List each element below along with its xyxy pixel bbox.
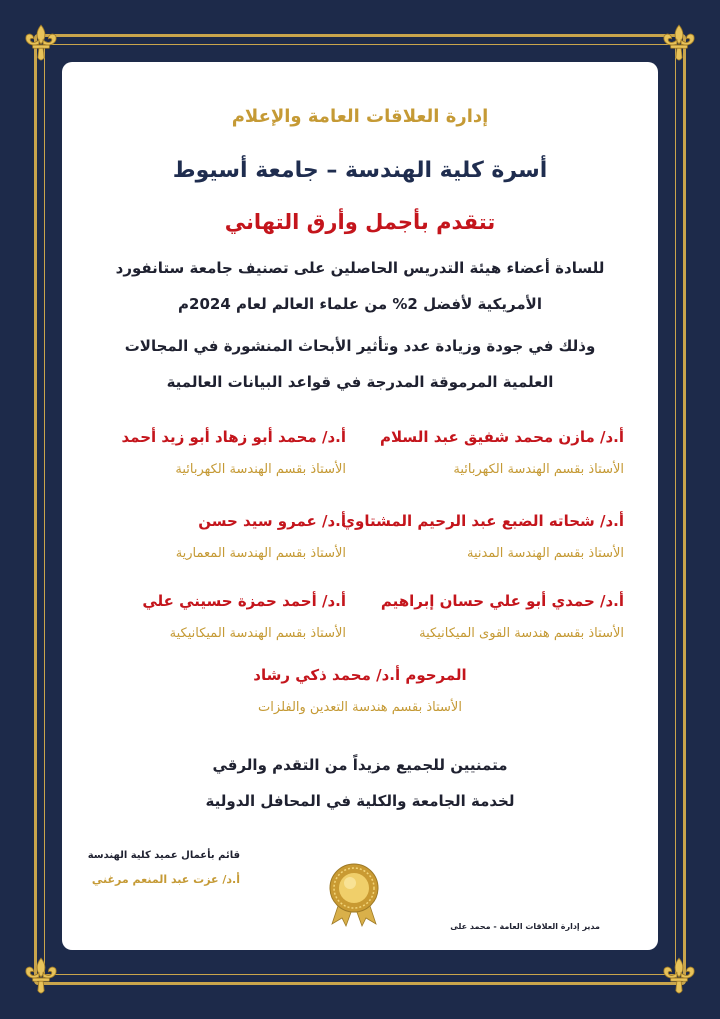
body-line: للسادة أعضاء هيئة التدريس الحاصلين على تصنيف جامعة ستانفورد	[115, 259, 605, 277]
congratulations-heading: تتقدم بأجمل وأرق التهاني	[224, 210, 496, 234]
fleur-de-lis-icon	[20, 22, 62, 64]
professor-entry	[341, 512, 624, 561]
certificate-page	[62, 62, 658, 950]
body-line: الأمريكية لأفضل 2% من علماء العالم لعام 2024م	[178, 295, 542, 313]
professor-title: الأستاذ بقسم الهندسة الميكانيكية	[169, 626, 346, 641]
professor-name: أ.د/ مازن محمد شفيق عبد السلام	[380, 428, 624, 446]
closing-line: متمنيين للجميع مزيداً من التقدم والرقي	[212, 756, 508, 774]
professor-title: الأستاذ بقسم الهندسة الكهربائية	[453, 462, 624, 477]
fleur-de-lis-icon	[658, 955, 700, 997]
professor-name: أ.د/ شحاته الضبع عبد الرحيم المشتاوي	[341, 512, 624, 530]
pr-manager-signature: مدير إدارة العلاقات العامة - محمد على	[450, 922, 600, 931]
dean-role: قائم بأعمال عميد كلية الهندسة	[87, 850, 240, 861]
professor-name: المرحوم أ.د/ محمد ذكي رشاد	[253, 666, 467, 684]
fleur-de-lis-icon	[20, 955, 62, 997]
dean-name: أ.د/ عزت عبد المنعم مرغني	[91, 873, 240, 886]
professor-entry	[374, 592, 624, 641]
faculty-title: أسرة كلية الهندسة – جامعة أسيوط	[172, 158, 548, 183]
department-heading: إدارة العلاقات العامة والإعلام	[231, 106, 489, 127]
professor-entry	[96, 512, 346, 561]
professor-name: أ.د/ حمدي أبو علي حسان إبراهيم	[380, 592, 624, 610]
professor-title: الأستاذ بقسم الهندسة المدنية	[466, 546, 624, 561]
professor-name: أ.د/ محمد أبو زهاد أبو زيد أحمد	[121, 428, 346, 446]
fleur-de-lis-icon	[658, 22, 700, 64]
professor-title: الأستاذ بقسم الهندسة الكهربائية	[175, 462, 346, 477]
professor-entry	[96, 592, 346, 641]
body-line: وذلك في جودة وزيادة عدد وتأثير الأبحاث المنشورة في المجالات	[124, 337, 596, 355]
professor-entry	[374, 428, 624, 477]
professor-name: أ.د/ عمرو سيد حسن	[198, 512, 346, 530]
gold-medal-icon	[324, 860, 384, 928]
dean-signature	[88, 850, 240, 886]
professor-entry	[160, 666, 560, 715]
professor-name: أ.د/ أحمد حمزة حسيني علي	[142, 592, 346, 610]
professor-title: الأستاذ بقسم الهندسة المعمارية	[175, 546, 346, 561]
professor-entry	[96, 428, 346, 477]
professor-title: الأستاذ بقسم هندسة التعدين والفلزات	[258, 700, 462, 715]
professor-title: الأستاذ بقسم هندسة القوى الميكانيكية	[419, 626, 624, 641]
closing-line: لخدمة الجامعة والكلية في المحافل الدولية	[205, 792, 515, 810]
body-line: العلمية المرموقة المدرجة في قواعد البيانات العالمية	[166, 373, 554, 391]
